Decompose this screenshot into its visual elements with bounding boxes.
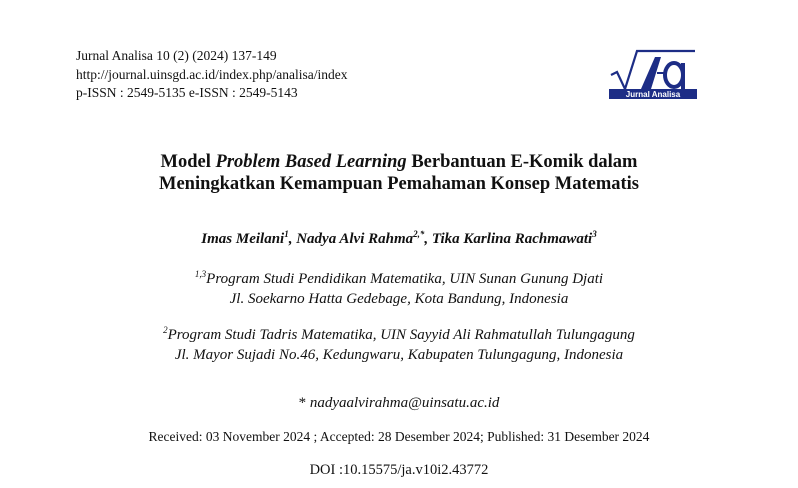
author-name: Tika Karlina Rachmawati xyxy=(431,231,593,247)
affiliation-address: Jl. Mayor Sujadi No.46, Kedungwaru, Kabupaten Tulungagung, Indonesia xyxy=(174,347,624,363)
author-name: Nadya Alvi Rahma xyxy=(296,231,414,247)
title-part-1: Model xyxy=(160,152,216,172)
affiliation-address: Jl. Soekarno Hatta Gedebage, Kota Bandung, Indonesia xyxy=(229,291,569,307)
journal-url[interactable]: http://journal.uinsgd.ac.id/index.php/analisa/index xyxy=(76,66,348,82)
journal-meta xyxy=(76,47,347,103)
journal-citation: Jurnal Analisa 10 (2) (2024) 137-149 xyxy=(76,48,277,63)
email-address[interactable]: nadyaalvirahma@uinsatu.ac.id xyxy=(309,395,500,411)
logo-text: Jurnal Analisa xyxy=(625,90,681,99)
author-sup: 3 xyxy=(592,229,597,239)
author-sup: 2,* xyxy=(413,229,425,239)
affiliation-1 xyxy=(0,264,798,309)
title-line-2: Meningkatkan Kemampuan Pemahaman Konsep Matematis xyxy=(159,174,639,194)
author-list: Imas Meilani$^1$, Nadya Alvi Rahma$^{2,*}$, Tika Karlina Rachmawati$^3$ xyxy=(201,229,597,247)
affiliation-sup: 1,3 xyxy=(194,269,207,279)
author-sup: 1 xyxy=(284,229,289,239)
paper-title xyxy=(0,151,798,195)
publication-dates: Received: 03 November 2024 ; Accepted: 28 Desember 2024; Published: 31 Desember 2024 xyxy=(148,429,650,444)
doi[interactable]: DOI :10.15575/ja.v10i2.43772 xyxy=(309,462,489,478)
author-name: Imas Meilani xyxy=(201,231,285,247)
affiliation-2 xyxy=(0,320,798,365)
corresponding-email xyxy=(0,395,798,412)
title-italic-part: Problem Based Learning xyxy=(215,152,407,172)
affiliation-program: Program Studi Tadris Matematika, UIN Sayyid Ali Rahmatullah Tulungagung xyxy=(167,327,635,343)
journal-issn: p-ISSN : 2549-5135 e-ISSN : 2549-5143 xyxy=(76,85,298,100)
affiliation-sup: 2 xyxy=(163,325,168,335)
affiliation-program: Program Studi Pendidikan Matematika, UIN Sunan Gunung Djati xyxy=(206,271,604,287)
email-prefix: * xyxy=(298,395,310,411)
journal-logo xyxy=(607,45,699,99)
title-part-3: Berbantuan E-Komik dalam xyxy=(406,152,638,172)
